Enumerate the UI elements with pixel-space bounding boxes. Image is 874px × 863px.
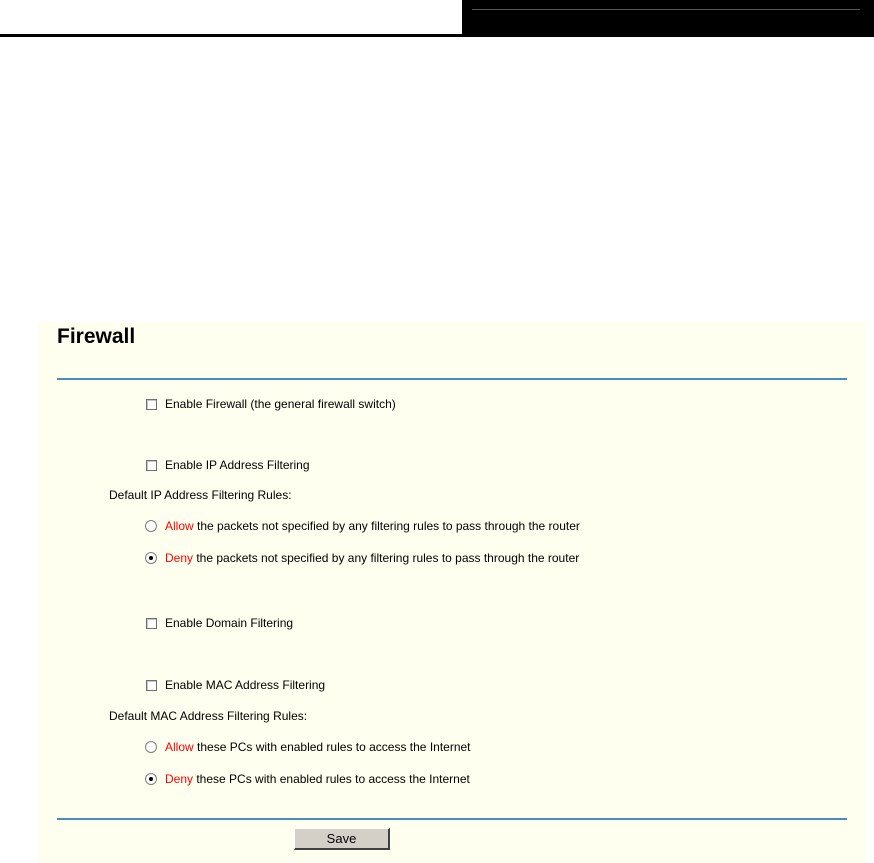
mac-rule-allow-description: these PCs with enabled rules to access the Internet <box>193 740 471 754</box>
ip-rule-allow-keyword: Allow <box>165 519 194 533</box>
header-black-bar <box>462 0 874 37</box>
enable-firewall-checkbox[interactable] <box>146 399 157 410</box>
mac-rule-allow-text <box>165 740 471 754</box>
enable-mac-filtering-label: Enable MAC Address Filtering <box>165 678 326 692</box>
mac-rule-allow-radio[interactable] <box>145 741 157 753</box>
mac-rule-deny-keyword: Deny <box>165 772 194 786</box>
mac-rule-allow-keyword: Allow <box>165 740 194 754</box>
mac-rule-deny-radio[interactable] <box>145 773 157 785</box>
top-divider <box>57 378 847 380</box>
ip-rules-label: Default IP Address Filtering Rules: <box>109 488 292 502</box>
mac-rule-deny-description: these PCs with enabled rules to access the Internet <box>193 772 470 786</box>
ip-rule-deny-row[interactable] <box>145 551 579 565</box>
ip-rule-allow-text <box>165 519 580 533</box>
page-title: Firewall <box>57 325 136 348</box>
enable-domain-filtering-label: Enable Domain Filtering <box>165 616 294 630</box>
mac-rules-label: Default MAC Address Filtering Rules: <box>109 709 308 723</box>
save-button[interactable]: Save <box>294 828 390 850</box>
ip-rule-allow-row[interactable] <box>145 519 580 533</box>
enable-firewall-row[interactable] <box>146 397 396 411</box>
mac-rule-allow-row[interactable] <box>145 740 471 754</box>
enable-ip-filtering-checkbox[interactable] <box>146 460 157 471</box>
header-inner-rule <box>472 9 860 10</box>
mac-rule-deny-row[interactable] <box>145 772 470 786</box>
firewall-panel <box>38 322 866 863</box>
enable-domain-filtering-checkbox[interactable] <box>146 618 157 629</box>
enable-firewall-label: Enable Firewall (the general firewall switch) <box>165 397 396 411</box>
ip-rule-allow-radio[interactable] <box>145 520 157 532</box>
ip-rule-allow-description: the packets not specified by any filtering rules to pass through the router <box>193 519 580 533</box>
enable-ip-filtering-label: Enable IP Address Filtering <box>165 458 310 472</box>
enable-domain-filtering-row[interactable] <box>146 616 293 630</box>
bottom-divider <box>57 818 847 820</box>
enable-mac-filtering-checkbox[interactable] <box>146 680 157 691</box>
ip-rule-deny-text <box>165 551 579 565</box>
header-divider-line <box>0 34 462 37</box>
ip-rule-deny-description: the packets not specified by any filtering rules to pass through the router <box>193 551 580 565</box>
ip-rule-deny-keyword: Deny <box>165 551 194 565</box>
enable-mac-filtering-row[interactable] <box>146 678 325 692</box>
ip-rule-deny-radio[interactable] <box>145 552 157 564</box>
enable-ip-filtering-row[interactable] <box>146 458 310 472</box>
mac-rule-deny-text <box>165 772 470 786</box>
